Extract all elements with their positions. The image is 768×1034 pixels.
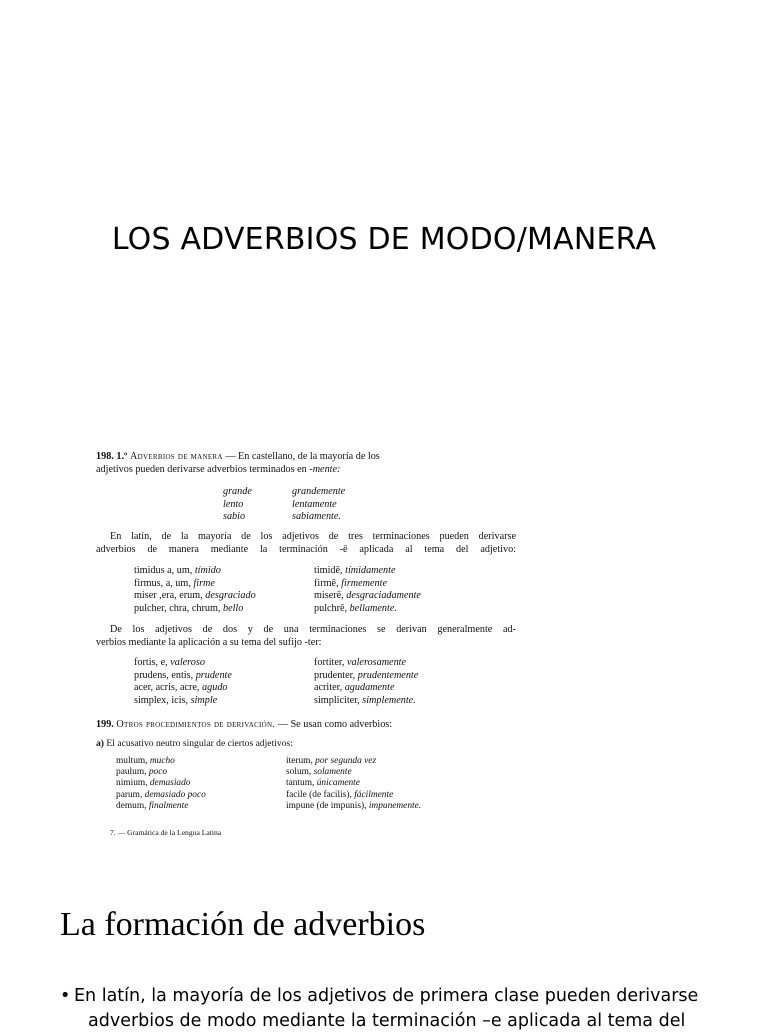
neuter-accusative-adverbs-left: multum, mucho paulum, poco nimium, demasiado parum, demasiado poco demum, finalmente (116, 756, 206, 811)
paragraph-latin-e-line2: adverbios de manera mediante la terminación -ē aplicada al tema del adjetivo: (96, 544, 516, 555)
section-heading-formation: La formación de adverbios (60, 906, 426, 943)
section-number: 198. 1.º (96, 451, 130, 462)
paragraph-latin-e: En latín, de la mayoría de los adjetivos de tres terminaciones pueden derivarse (110, 531, 516, 542)
spanish-adverbs: grandemente lentamente sabiamente. (292, 486, 346, 523)
latin-adverbs-e: timidē, tímidamente firmē, firmemente miserē, desgraciadamente pulchrē, bellamente. (314, 565, 421, 614)
section-heading-199: Otros procedimientos de derivación. (116, 719, 276, 730)
neuter-accusative-adverbs-right: iterum, por segunda vez solum, solamente tantum, únicamente facile (de facilis), fácilmente impune (de impunis), impunemente. (286, 756, 422, 811)
bullet-symbol: • (60, 986, 71, 1006)
paragraph-198-line2: adjetivos pueden derivarse adverbios terminados en -mente: (96, 464, 341, 475)
latin-adverbs-ter: fortiter, valerosamente prudenter, prudentemente acriter, agudamente simpliciter, simplemente. (314, 657, 419, 706)
latin-adjectives-two-endings: fortis, e, valeroso prudens, entis, prudente acer, acris, acre, agudo simplex, icis, simple (134, 657, 232, 706)
slide-title: LOS ADVERBIOS DE MODO/MANERA (111, 222, 657, 257)
latin-adjectives-three-endings: timidus a, um, tímido firmus, a, um, firme miser ,era, erum, desgraciado pulcher, chra, chrum, bello (134, 565, 256, 614)
paragraph-latin-ter: De los adjetivos de dos y de una terminaciones se derivan generalmente ad- (110, 624, 516, 635)
bullet-item (60, 984, 760, 1034)
paragraph-199-a: a) El acusativo neutro singular de ciertos adjetivos: (96, 738, 293, 749)
bullet-line-1: En latín, la mayoría de los adjetivos de primera clase pueden derivarse (74, 986, 699, 1006)
footnote: 7. — Gramática de la Lengua Latina (110, 828, 222, 837)
bullet-line-2: adverbios de modo mediante la terminación –e aplicada al tema del (88, 1011, 686, 1031)
scanned-grammar-excerpt (96, 440, 516, 840)
paragraph-198: 198. 1.º Adverbios de manera — En castellano, de la mayoría de los (96, 451, 380, 462)
spanish-adjectives: grande lento sabio (223, 486, 252, 523)
paragraph-199: 199. Otros procedimientos de derivación. — Se usan como adverbios: (96, 719, 393, 730)
section-heading: Adverbios de manera (129, 451, 223, 462)
paragraph-latin-ter-line2: verbios mediante la aplicación a su tema del sufijo -ter: (96, 637, 322, 648)
